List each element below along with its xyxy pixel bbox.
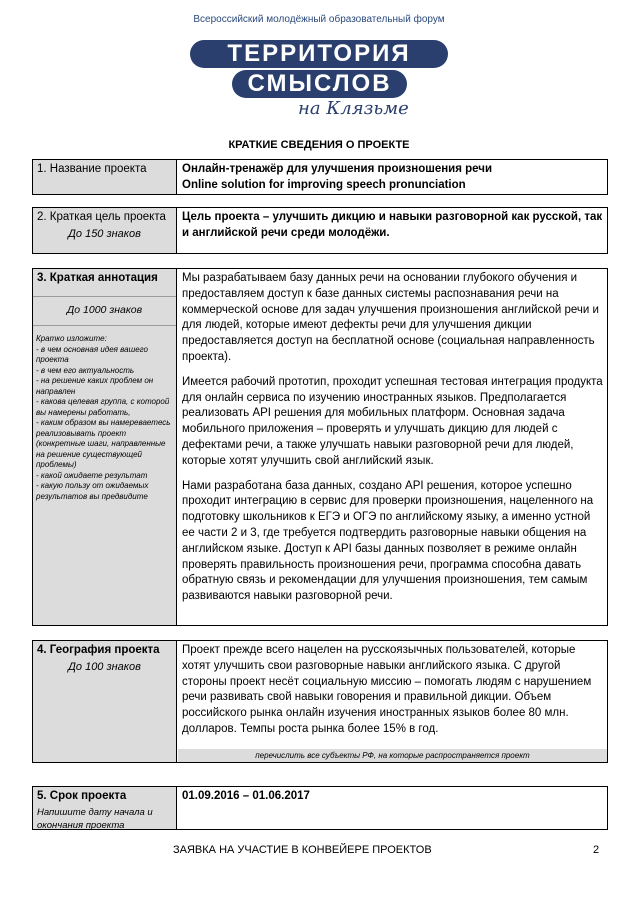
project-name-en: Online solution for improving speech pronunciation (182, 178, 466, 191)
section-hint: До 150 знаков (68, 228, 141, 240)
section-project-name (32, 159, 608, 195)
instruction-line: - какова целевая группа, с которой вы намерены работать, (36, 397, 170, 417)
section-label-cell (33, 269, 177, 625)
instruction-line: Кратко изложите: (36, 334, 107, 343)
forum-subtitle: Всероссийский молодёжный образовательный форум (193, 14, 445, 25)
instruction-line: - в чем его актуальность (36, 365, 135, 375)
annotation-paragraph: Мы разрабатываем базу данных речи на основании глубокого обучения и предоставляем доступ к базе данных системы распознавания речи на коммерческой основе для задач улучшения произношения английской речи и для людей, которые имеют дефекты речи для улучшения дикции предоставляется доступ на бесплатной основе (социальная направленность проекта). (182, 272, 599, 363)
section-label: 2. Краткая цель проекта (37, 211, 166, 223)
section-label-cell (33, 641, 177, 762)
footer-text: ЗАЯВКА НА УЧАСТИЕ В КОНВЕЙЕРЕ ПРОЕКТОВ (173, 844, 432, 856)
section-project-term (32, 786, 608, 830)
section-value: Цель проекта – улучшить дикцию и навыки разговорной как русской, так и английской речи среди молодёжи. (182, 211, 603, 239)
geography-footnote: перечислить все субъекты РФ, на которые распространяется проект (178, 749, 607, 762)
page-number: 2 (593, 844, 600, 856)
logo-line-1: ТЕРРИТОРИЯ (190, 40, 448, 68)
section-label-cell (33, 787, 177, 829)
instruction-line: - какую пользу от ожидаемых результатов вы предвидите (36, 481, 149, 501)
document-title: КРАТКИЕ СВЕДЕНИЯ О ПРОЕКТЕ (228, 139, 410, 151)
annotation-paragraph: Имеется рабочий прототип, проходит успешная тестовая интеграция продукта для онлайн сервиса по изучению иностранных языков. Предполагается реализовать API решения для мобильных платформ. Основная задача мобильного приложения – проверять и улучшать дикцию для людей с дефектами речи, а также улучшать навыки разговорной речи для людей, которые хотят улучшить свой английский язык. (182, 375, 603, 467)
section-label: 1. Название проекта (37, 163, 147, 175)
section-project-goal (32, 207, 608, 254)
section-value: 01.09.2016 – 01.06.2017 (182, 790, 310, 802)
section-hint: До 100 знаков (68, 661, 141, 673)
annotation-instructions (33, 334, 176, 502)
instruction-line: - в чем основная идея вашего проекта (36, 344, 148, 364)
instruction-line: - на решение каких проблем он направлен (36, 376, 154, 396)
section-label-cell (33, 160, 177, 194)
section-hint: До 1000 знаков (66, 304, 143, 316)
section-label: 3. Краткая аннотация (37, 272, 158, 284)
section-hint: Напишите дату начала и окончания проекта (37, 807, 153, 831)
divider (33, 325, 176, 326)
annotation-paragraph: Нами разработана база данных, создано API решения, которое успешно проходит интеграцию в сервис для проверки произношения, нацеленного на подготовку школьников к ЕГЭ и ОГЭ по английскому языку, а именно устной ее части 2 и 3, где требуется подтвердить разговорные навыки общения на английском языке. Доступ к API базы данных позволяет в режиме онлайн проверять правильность произношения речи, программа способна давать обратную связь и рекомендации для улучшения произношения, тем самым развиваются навыки разговорной речи. (182, 479, 594, 603)
section-value: Проект прежде всего нацелен на русскоязычных пользователей, которые хотят улучшить свои разговорные навыки английского языка. С другой стороны проект несёт социальную миссию – помогать людям с нарушением речи развивать свой навыки говорения и правильной дикции. Объем российского рынка онлайн изучения иностранных языков более 80 млн. долларов. Темпы роста рынка более 15% в год. (182, 644, 592, 735)
logo-line-2: СМЫСЛОВ (232, 70, 407, 98)
section-label: 4. География проекта (37, 644, 160, 656)
section-label-cell (33, 208, 177, 253)
section-value (178, 160, 607, 196)
section-value (178, 269, 607, 607)
project-name-ru: Онлайн-тренажёр для улучшения произношения речи (182, 163, 493, 175)
section-project-geography (32, 640, 608, 763)
logo-script: на Клязьме (298, 98, 409, 119)
section-project-annotation (32, 268, 608, 626)
section-label: 5. Срок проекта (37, 790, 127, 802)
instruction-line: - какой ожидаете результат (36, 470, 148, 480)
instruction-line: - каким образом вы намереваетесь реализовывать проект (конкретные шаги, направленные на решение существующей проблемы) (36, 418, 171, 469)
divider (33, 296, 176, 297)
